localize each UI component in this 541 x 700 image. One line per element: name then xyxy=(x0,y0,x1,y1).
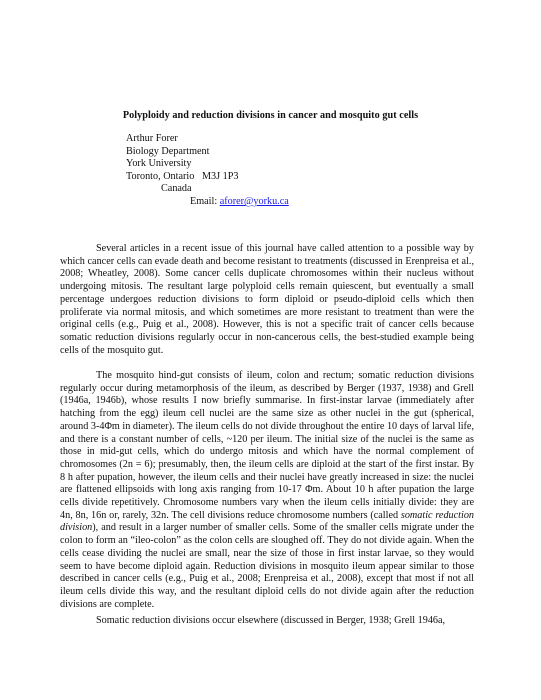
author-block xyxy=(126,133,289,209)
body-paragraph-3: Somatic reduction divisions occur elsewhere (discussed in Berger, 1938; Grell 1946a, xyxy=(96,615,446,626)
paragraph-2-text-b: ), and result in a larger number of smaller cells. Some of the smaller cells migrate under the colon to form an “ileo-colon” as the colon cells are sloughed off. They do not divide again. When the cells cease dividing the nuclei are small, near the size of those in first instar larvae, so they would seem to have become diploid again. Reduction divisions in mosquito ileum appear similar to those described in cancer cells (e.g., Puig et al., 2008; Erenpreisa et al., 2008), except that most if not all ileum cells divide this way, and the resultant diploid cells do not divide again after the reduction divisions are complete. xyxy=(60,522,474,610)
author-name: Arthur Forer xyxy=(126,133,178,144)
paper-title: Polyploidy and reduction divisions in cancer and mosquito gut cells xyxy=(122,110,419,121)
paragraph-2-text-a: The mosquito hind-gut consists of ileum, colon and rectum; somatic reduction divisions regularly occur during metamorphosis of the ileum, as described by Berger (1937, 1938) and Grell (1946a, 1946b), whose results I now briefly summarise. In first-instar larvae (immediately after hatching from the egg) ileum cell nuclei are the same size as other nuclei in the gut (spherical, around 3-4Φm in diameter). The ileum cells do not divide throughout the entire 10 days of larval life, and there is a constant number of cells, ~120 per ileum. The initial size of the nuclei is the same as those in mid-gut cells, which do undergo mitosis and which have the normal complement of chromosomes (2n = 6); presumably, then, the ileum cells are diploid at the start of the first instar. By 8 h after pupation, however, the ileum cells and their nuclei have greatly increased in size: the nuclei are flattened ellipsoids with long axis ranging from 10-17 Φm. About 10 h after pupation the large cells divide repetitively. Chromosome numbers vary when the ileum cells initially divide: they are 4n, 8n, 16n or, rarely, 32n. The cell divisions reduce chromosome numbers (called xyxy=(60,370,474,521)
author-university: York University xyxy=(126,158,192,170)
body-paragraph-1: Several articles in a recent issue of this journal have called attention to a possible way by which cancer cells can evade death and become resistant to treatments (discussed in Erenpreisa et al., 2008; Wheatley, 2008). Some cancer cells duplicate chromosomes within their nucleus without undergoing mitosis. The resultant large polyploid cells remain quiescent, but eventually a small percentage undergoes reduction divisions to form diploid or pseudo-diploid cells which then proliferate via normal mitosis, and which sometimes are more resistant to treatment than were the original cells (e.g., Puig et al., 2008). However, this is not a specific trait of cancer cells because somatic reduction divisions regularly occur in non-cancerous cells, the best-studied example being cells of the mosquito gut. xyxy=(60,243,474,356)
author-department: Biology Department xyxy=(126,145,210,157)
author-address: Toronto, Ontario M3J 1P3 xyxy=(126,170,239,182)
author-country: Canada xyxy=(161,183,192,195)
author-email-line xyxy=(126,196,289,209)
paragraph-2-emphasis: somatic reduction division xyxy=(60,509,475,534)
email-link[interactable]: aforer@yorku.ca xyxy=(219,195,289,207)
body-paragraph-2 xyxy=(60,370,474,611)
email-label: Email: xyxy=(190,195,220,207)
